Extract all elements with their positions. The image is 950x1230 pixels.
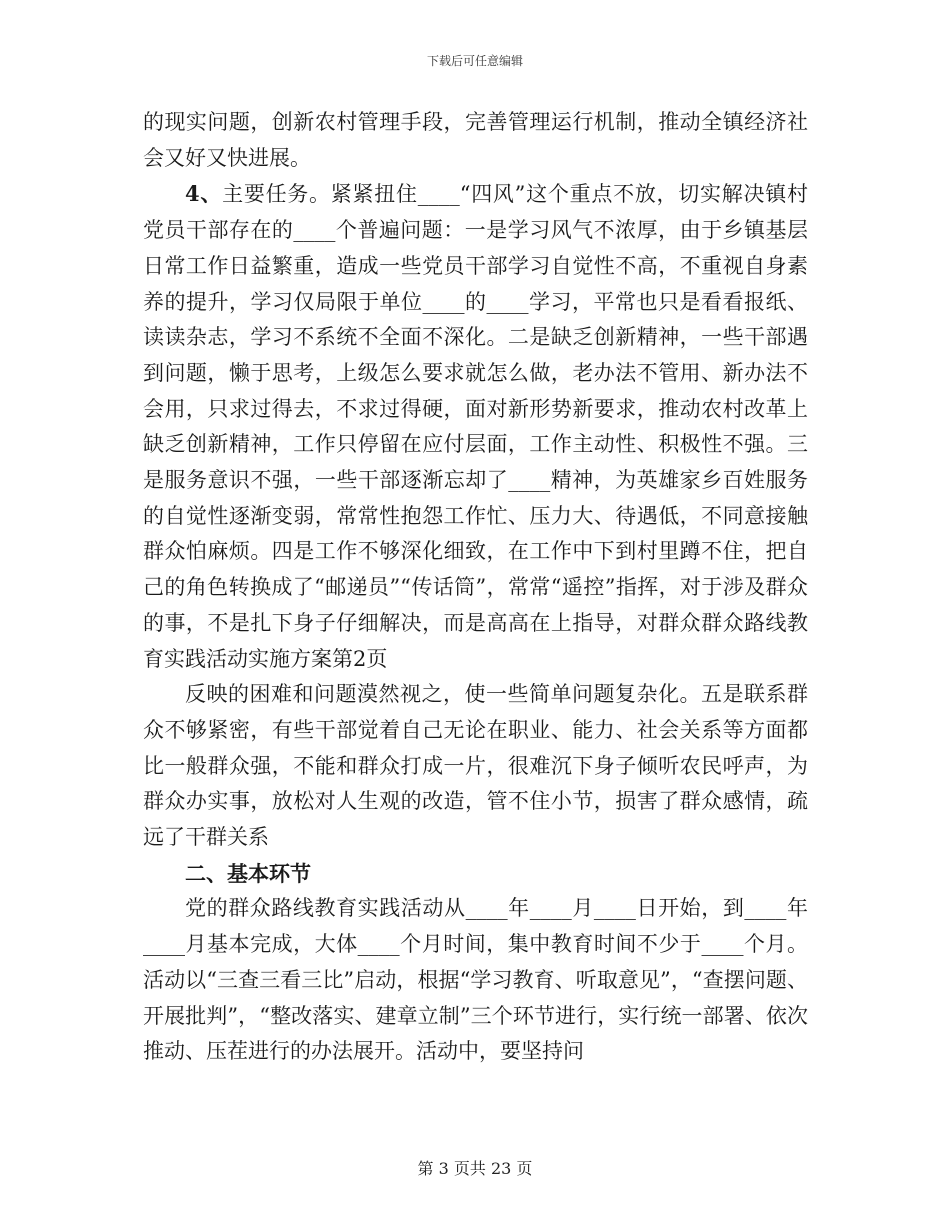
paragraph-2 (143, 176, 808, 677)
document-body (143, 105, 808, 1070)
page-number: 第 3 页共 23 页 (417, 1159, 533, 1178)
paragraph-4: 党的群众路线教育实践活动从____年____月____日开始，到____年____月基本完成，大体____个月时间，集中教育时间不少于____个月。活动以“三查三看三比”启动，根据“学习教育、听取意见”，“查摆问题、开展批判”，“整改落实、建章立制”三个环节进行，实行统一部署、依次推动、压茬进行的办法展开。活动中，要坚持问 (143, 896, 808, 1064)
paragraph-3: 反映的困难和问题漠然视之，使一些简单问题复杂化。五是联系群众不够紧密，有些干部觉着自己无论在职业、能力、社会关系等方面都比一般群众强，不能和群众打成一片，很难沉下身子倾听农民呼声，为群众办实事，放松对人生观的改造，管不住小节，损害了群众感情，疏远了干群关系 (143, 682, 808, 850)
section-number: 4、 (185, 181, 223, 207)
section-heading: 二、基本环节 (185, 860, 311, 886)
paragraph-1: 的现实问题，创新农村管理手段，完善管理运行机制，推动全镇经济社会又好又快进展。 (143, 110, 808, 170)
page-header: 下载后可任意编辑 (426, 54, 523, 68)
paragraph-2-body: 主要任务。紧紧扭住____“四风”这个重点不放，切实解决镇村党员干部存在的____个普遍问题：一是学习风气不浓厚，由于乡镇基层日常工作日益繁重，造成一些党员干部学习自觉性不高，不重视自身素养的提升，学习仅局限于单位____的____学习，平常也只是看看报纸、读读杂志，学习不系统不全面不深化。二是缺乏创新精神，一些干部遇到问题，懒于思考，上级怎么要求就怎么做，老办法不管用、新办法不会用，只求过得去，不求过得硬，面对新形势新要求，推动农村改革上缺乏创新精神，工作只停留在应付层面，工作主动性、积极性不强。三是服务意识不强，一些干部逐渐忘却了____精神，为英雄家乡百姓服务的自觉性逐渐变弱，常常性抱怨工作忙、压力大、待遇低，不同意接触群众怕麻烦。四是工作不够深化细致，在工作中下到村里蹲不住，把自己的角色转换成了“邮递员”“传话筒”，常常“遥控”指挥，对于涉及群众的事，不是扎下身子仔细解决，而是高高在上指导，对群众群众路线教育实践活动实施方案第2页 (143, 182, 808, 671)
